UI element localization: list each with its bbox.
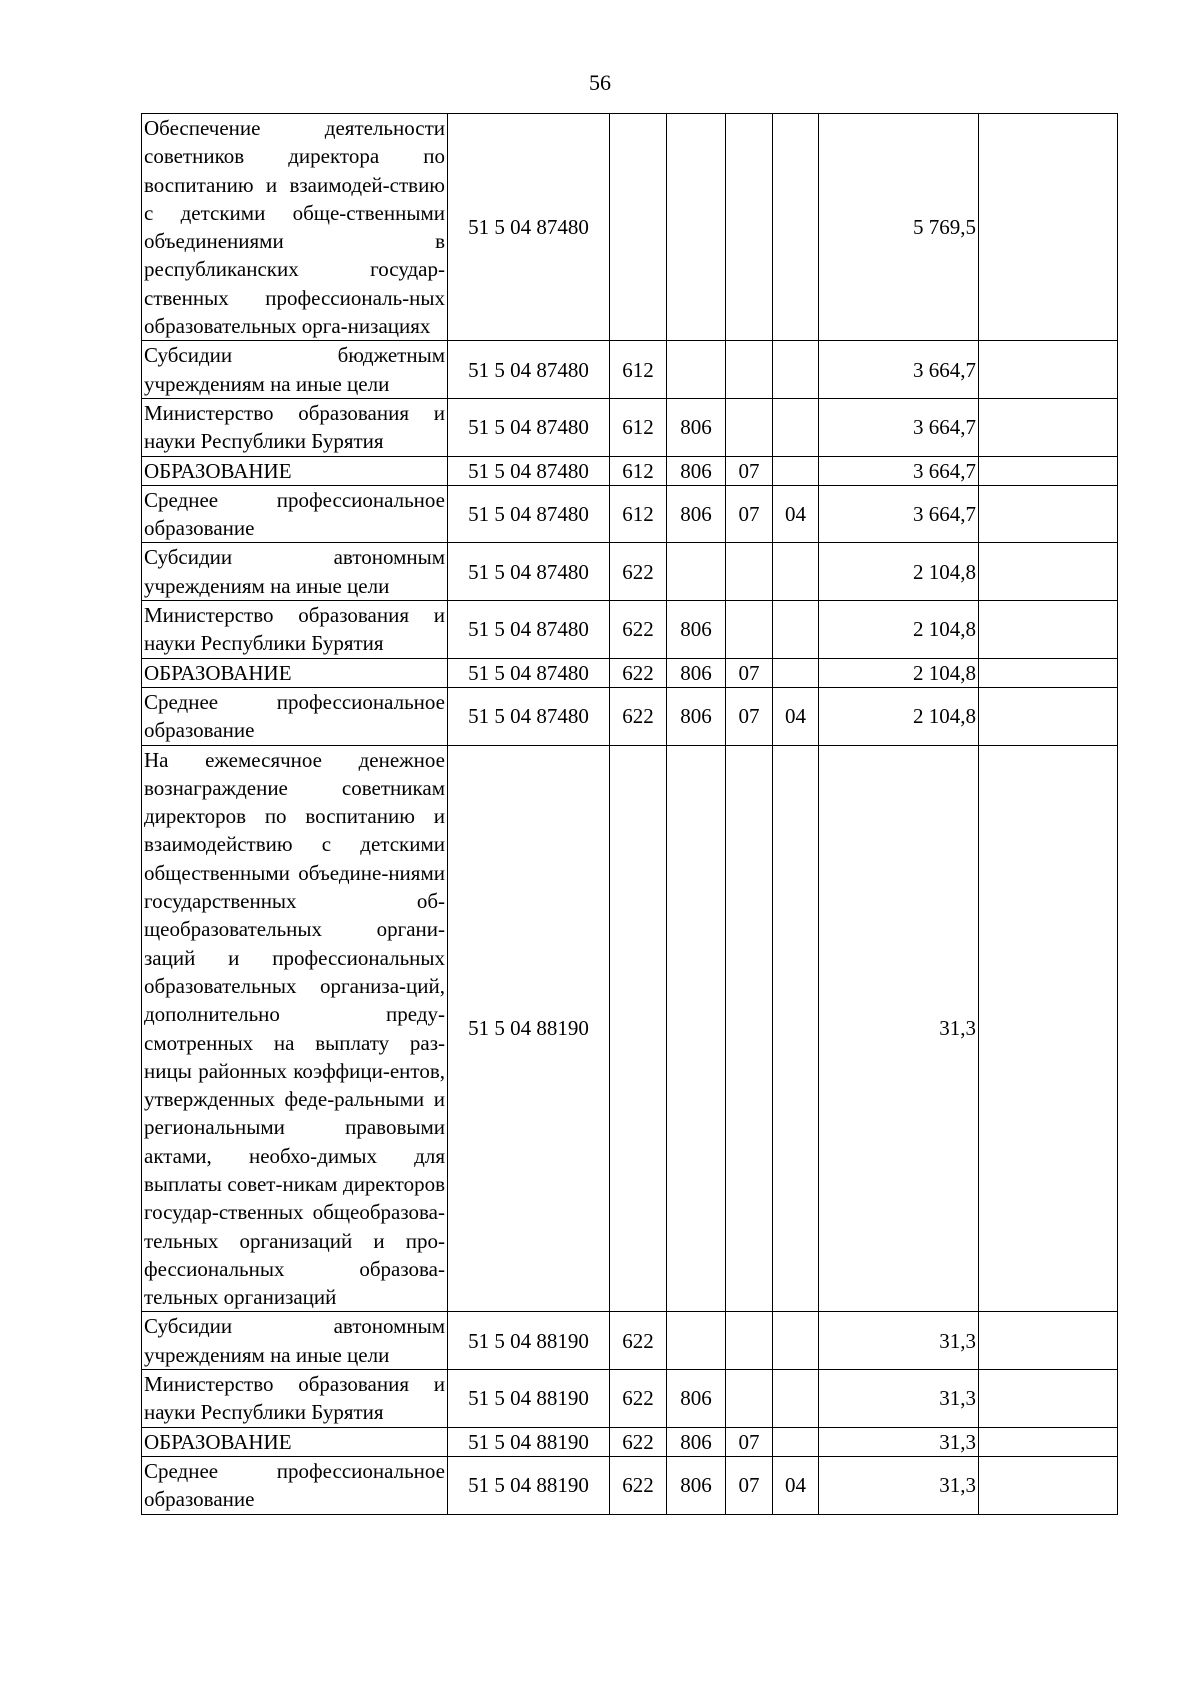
cell-extra xyxy=(979,1456,1118,1514)
cell-expense-type: 622 xyxy=(610,658,667,687)
cell-target-article: 51 5 04 88190 xyxy=(448,1370,610,1428)
cell-sum: 31,3 xyxy=(819,1456,979,1514)
cell-expense-type: 622 xyxy=(610,1312,667,1370)
cell-subsection xyxy=(773,1370,819,1428)
table-row xyxy=(142,1370,1118,1428)
cell-section: 07 xyxy=(726,456,773,485)
table-row xyxy=(142,601,1118,659)
cell-expense-type: 612 xyxy=(610,485,667,543)
table-row xyxy=(142,1427,1118,1456)
cell-extra xyxy=(979,485,1118,543)
cell-extra xyxy=(979,658,1118,687)
table-row xyxy=(142,341,1118,399)
cell-target-article: 51 5 04 87480 xyxy=(448,543,610,601)
cell-name: Субсидии автономным учреждениям на иные цели xyxy=(142,543,448,601)
cell-administrator: 806 xyxy=(667,456,726,485)
cell-administrator xyxy=(667,543,726,601)
cell-administrator: 806 xyxy=(667,485,726,543)
cell-name: Обеспечение деятельности советников директора по воспитанию и взаимодей-ствию с детскими обще-ственными объединениями в республиканских государ-ственных профессиональ-ных образовательных орга-низациях xyxy=(142,114,448,341)
table-row xyxy=(142,485,1118,543)
cell-section: 07 xyxy=(726,1456,773,1514)
cell-section: 07 xyxy=(726,485,773,543)
cell-subsection xyxy=(773,658,819,687)
cell-target-article: 51 5 04 87480 xyxy=(448,601,610,659)
cell-name: ОБРАЗОВАНИЕ xyxy=(142,1427,448,1456)
cell-extra xyxy=(979,1427,1118,1456)
table-row xyxy=(142,1312,1118,1370)
cell-name: ОБРАЗОВАНИЕ xyxy=(142,456,448,485)
cell-sum: 3 664,7 xyxy=(819,456,979,485)
table-row xyxy=(142,687,1118,745)
cell-target-article: 51 5 04 88190 xyxy=(448,1427,610,1456)
cell-name: ОБРАЗОВАНИЕ xyxy=(142,658,448,687)
cell-expense-type: 622 xyxy=(610,601,667,659)
cell-expense-type: 622 xyxy=(610,1427,667,1456)
cell-expense-type: 612 xyxy=(610,398,667,456)
cell-extra xyxy=(979,1370,1118,1428)
cell-subsection: 04 xyxy=(773,1456,819,1514)
cell-expense-type: 612 xyxy=(610,456,667,485)
cell-subsection xyxy=(773,1427,819,1456)
cell-sum: 31,3 xyxy=(819,745,979,1312)
cell-name: Среднее профессиональное образование xyxy=(142,1456,448,1514)
cell-sum: 31,3 xyxy=(819,1312,979,1370)
cell-name: Министерство образования и науки Республики Бурятия xyxy=(142,1370,448,1428)
cell-subsection xyxy=(773,745,819,1312)
cell-sum: 2 104,8 xyxy=(819,687,979,745)
cell-subsection xyxy=(773,456,819,485)
cell-section: 07 xyxy=(726,1427,773,1456)
cell-administrator: 806 xyxy=(667,1456,726,1514)
cell-extra xyxy=(979,114,1118,341)
cell-expense-type: 622 xyxy=(610,543,667,601)
cell-name: Министерство образования и науки Республики Бурятия xyxy=(142,601,448,659)
cell-sum: 2 104,8 xyxy=(819,658,979,687)
table-row xyxy=(142,398,1118,456)
cell-name: Министерство образования и науки Республики Бурятия xyxy=(142,398,448,456)
table-row xyxy=(142,658,1118,687)
cell-name: На ежемесячное денежное вознаграждение советникам директоров по воспитанию и взаимодействию с детскими общественными объедине-ниями государственных об-щеобразовательных органи-заций и профессиональных образовательных организа-ций, дополнительно преду-смотренных на выплату раз-ницы районных коэффици-ентов, утвержденных феде-ральными и региональными правовыми актами, необхо-димых для выплаты совет-никам директоров государ-ственных общеобразова-тельных организаций и про-фессиональных образова-тельных организаций xyxy=(142,745,448,1312)
cell-target-article: 51 5 04 87480 xyxy=(448,687,610,745)
cell-section: 07 xyxy=(726,687,773,745)
cell-target-article: 51 5 04 88190 xyxy=(448,1312,610,1370)
cell-expense-type: 622 xyxy=(610,687,667,745)
cell-subsection: 04 xyxy=(773,687,819,745)
cell-subsection xyxy=(773,543,819,601)
cell-sum: 5 769,5 xyxy=(819,114,979,341)
cell-section xyxy=(726,114,773,341)
cell-subsection xyxy=(773,601,819,659)
cell-administrator xyxy=(667,1312,726,1370)
page-number: 56 xyxy=(589,70,611,95)
cell-sum: 31,3 xyxy=(819,1427,979,1456)
cell-target-article: 51 5 04 87480 xyxy=(448,485,610,543)
cell-extra xyxy=(979,601,1118,659)
cell-administrator: 806 xyxy=(667,658,726,687)
cell-extra xyxy=(979,456,1118,485)
cell-extra xyxy=(979,687,1118,745)
cell-extra xyxy=(979,543,1118,601)
cell-section xyxy=(726,745,773,1312)
cell-extra xyxy=(979,745,1118,1312)
cell-subsection xyxy=(773,1312,819,1370)
cell-administrator: 806 xyxy=(667,398,726,456)
cell-extra xyxy=(979,341,1118,399)
cell-subsection xyxy=(773,114,819,341)
cell-sum: 3 664,7 xyxy=(819,485,979,543)
cell-subsection xyxy=(773,398,819,456)
table-row xyxy=(142,114,1118,341)
cell-expense-type xyxy=(610,114,667,341)
cell-section xyxy=(726,601,773,659)
cell-section xyxy=(726,1370,773,1428)
cell-administrator: 806 xyxy=(667,687,726,745)
cell-extra xyxy=(979,398,1118,456)
budget-table xyxy=(141,113,1118,1515)
cell-target-article: 51 5 04 88190 xyxy=(448,745,610,1312)
cell-expense-type: 622 xyxy=(610,1456,667,1514)
cell-sum: 31,3 xyxy=(819,1370,979,1428)
cell-extra xyxy=(979,1312,1118,1370)
cell-sum: 2 104,8 xyxy=(819,543,979,601)
cell-administrator xyxy=(667,341,726,399)
cell-target-article: 51 5 04 88190 xyxy=(448,1456,610,1514)
cell-section xyxy=(726,543,773,601)
table-row xyxy=(142,543,1118,601)
cell-subsection xyxy=(773,341,819,399)
table-row xyxy=(142,456,1118,485)
cell-sum: 3 664,7 xyxy=(819,341,979,399)
cell-expense-type xyxy=(610,745,667,1312)
cell-target-article: 51 5 04 87480 xyxy=(448,114,610,341)
cell-administrator: 806 xyxy=(667,1370,726,1428)
cell-administrator: 806 xyxy=(667,601,726,659)
cell-name: Среднее профессиональное образование xyxy=(142,687,448,745)
cell-sum: 2 104,8 xyxy=(819,601,979,659)
table-body xyxy=(142,114,1118,1515)
cell-administrator: 806 xyxy=(667,1427,726,1456)
cell-target-article: 51 5 04 87480 xyxy=(448,398,610,456)
cell-name: Субсидии автономным учреждениям на иные цели xyxy=(142,1312,448,1370)
cell-target-article: 51 5 04 87480 xyxy=(448,456,610,485)
table-row xyxy=(142,745,1118,1312)
cell-name: Среднее профессиональное образование xyxy=(142,485,448,543)
cell-name: Субсидии бюджетным учреждениям на иные цели xyxy=(142,341,448,399)
cell-subsection: 04 xyxy=(773,485,819,543)
table-row xyxy=(142,1456,1118,1514)
cell-section xyxy=(726,341,773,399)
cell-expense-type: 612 xyxy=(610,341,667,399)
cell-section: 07 xyxy=(726,658,773,687)
cell-sum: 3 664,7 xyxy=(819,398,979,456)
cell-section xyxy=(726,1312,773,1370)
cell-target-article: 51 5 04 87480 xyxy=(448,341,610,399)
cell-expense-type: 622 xyxy=(610,1370,667,1428)
cell-section xyxy=(726,398,773,456)
cell-administrator xyxy=(667,114,726,341)
cell-target-article: 51 5 04 87480 xyxy=(448,658,610,687)
cell-administrator xyxy=(667,745,726,1312)
